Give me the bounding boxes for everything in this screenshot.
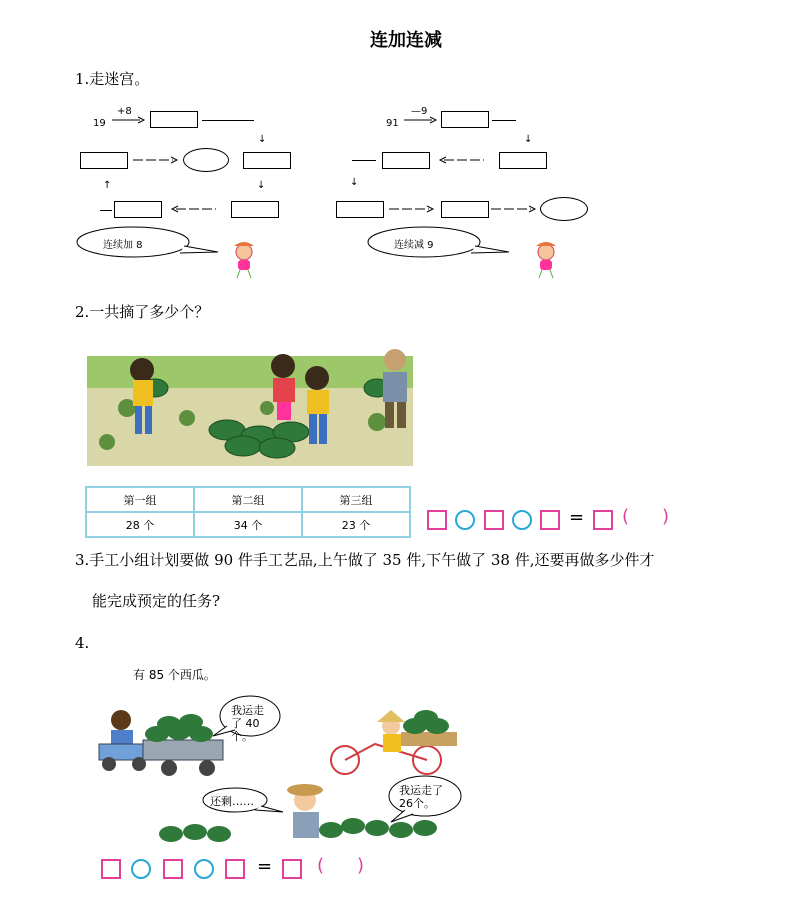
- maze-left-oval-1[interactable]: [183, 148, 229, 172]
- speech-bubble-right: [367, 226, 512, 262]
- maze-right-oval-1[interactable]: [540, 197, 588, 221]
- table-cell: 23 个: [302, 512, 410, 537]
- maze-line: [202, 120, 254, 121]
- arrow-left-icon: [170, 201, 220, 217]
- maze-left-box-3[interactable]: [80, 152, 128, 169]
- question-3-line-1: 3.手工小组计划要做 90 件手工艺品,上午做了 35 件,下午做了 38 件,还要再做多少件才: [75, 551, 655, 569]
- answer-number-box[interactable]: [163, 859, 183, 879]
- speech-bubble-farmer: 还剩……: [210, 795, 254, 808]
- unit-paren-close: ): [662, 506, 670, 527]
- girl-illustration-icon: [222, 240, 270, 280]
- speech-bubble-left: [76, 226, 221, 262]
- unit-paren-open: (: [622, 506, 630, 527]
- equals-sign: =: [569, 507, 585, 528]
- answer-result-box[interactable]: [593, 510, 613, 530]
- arrow-down-icon: ↓: [524, 134, 533, 145]
- arrow-right-icon: [404, 110, 439, 130]
- page-title: 连加连减: [370, 30, 442, 51]
- speech-bubble-cyclist: 我运走了 26个。: [399, 784, 443, 810]
- operator-circle[interactable]: [131, 859, 151, 879]
- table-header: 第三组: [302, 487, 410, 512]
- maze-left-box-2[interactable]: [243, 152, 291, 169]
- maze-right-box-3[interactable]: [382, 152, 430, 169]
- equals-sign: =: [257, 856, 273, 877]
- arrow-right-icon: [389, 201, 437, 217]
- girl-illustration-icon: [524, 240, 572, 280]
- unit-paren-close: ): [357, 855, 365, 876]
- operator-circle[interactable]: [455, 510, 475, 530]
- maze-left-box-1[interactable]: [150, 111, 198, 128]
- arrow-right-icon: [491, 201, 539, 217]
- table-header: 第一组: [86, 487, 194, 512]
- maze-line: [100, 210, 112, 211]
- answer-number-box[interactable]: [225, 859, 245, 879]
- question-2-label: 2.一共摘了多少个？: [75, 303, 210, 321]
- maze-left-op: +8: [117, 106, 132, 117]
- group-count-table: [85, 486, 411, 538]
- watermelon-picking-illustration: [87, 348, 413, 466]
- table-row: [86, 512, 410, 537]
- speech-bubble-text-right: 连续减 9: [394, 240, 434, 251]
- arrow-down-icon: ↓: [258, 134, 267, 145]
- answer-result-box[interactable]: [282, 859, 302, 879]
- maze-line: [352, 160, 376, 161]
- unit-answer-blank[interactable]: [328, 857, 356, 879]
- answer-number-box[interactable]: [540, 510, 560, 530]
- maze-right-box-1[interactable]: [441, 111, 489, 128]
- maze-right-box-2[interactable]: [499, 152, 547, 169]
- arrow-down-icon: ↓: [350, 177, 359, 188]
- unit-answer-blank[interactable]: [633, 508, 661, 530]
- table-header-row: [86, 487, 410, 512]
- operator-circle[interactable]: [194, 859, 214, 879]
- arrow-left-icon: [438, 152, 488, 168]
- question-1-label: 1.走迷宫。: [75, 70, 150, 88]
- table-cell: 28 个: [86, 512, 194, 537]
- operator-circle[interactable]: [512, 510, 532, 530]
- illustration-caption: 有 85 个西瓜。: [133, 668, 216, 682]
- transport-scene-icon: [95, 660, 467, 846]
- maze-line: [492, 120, 516, 121]
- answer-number-box[interactable]: [484, 510, 504, 530]
- speech-bubble-driver: 我运走了 40个。: [231, 704, 264, 743]
- arrow-right-icon: [112, 110, 147, 130]
- maze-left-start: 19: [93, 118, 106, 129]
- table-header: 第二组: [194, 487, 302, 512]
- maze-right-box-4[interactable]: [336, 201, 384, 218]
- arrow-right-icon: [133, 152, 181, 168]
- arrow-up-icon: ↑: [103, 180, 112, 191]
- speech-bubble-text-left: 连续加 8: [103, 240, 143, 251]
- arrow-down-icon: ↓: [257, 180, 266, 191]
- question-3-line-2: 能完成预定的任务?: [92, 592, 221, 610]
- answer-number-box[interactable]: [427, 510, 447, 530]
- table-cell: 34 个: [194, 512, 302, 537]
- question-4-label: 4.: [75, 634, 90, 652]
- answer-number-box[interactable]: [101, 859, 121, 879]
- maze-left-box-4[interactable]: [231, 201, 279, 218]
- maze-right-box-5[interactable]: [441, 201, 489, 218]
- unit-paren-open: (: [317, 855, 325, 876]
- watermelon-transport-illustration: [95, 660, 467, 846]
- maze-right-start: 91: [386, 118, 399, 129]
- maze-left-box-5[interactable]: [114, 201, 162, 218]
- maze-right-op: —9: [411, 106, 428, 117]
